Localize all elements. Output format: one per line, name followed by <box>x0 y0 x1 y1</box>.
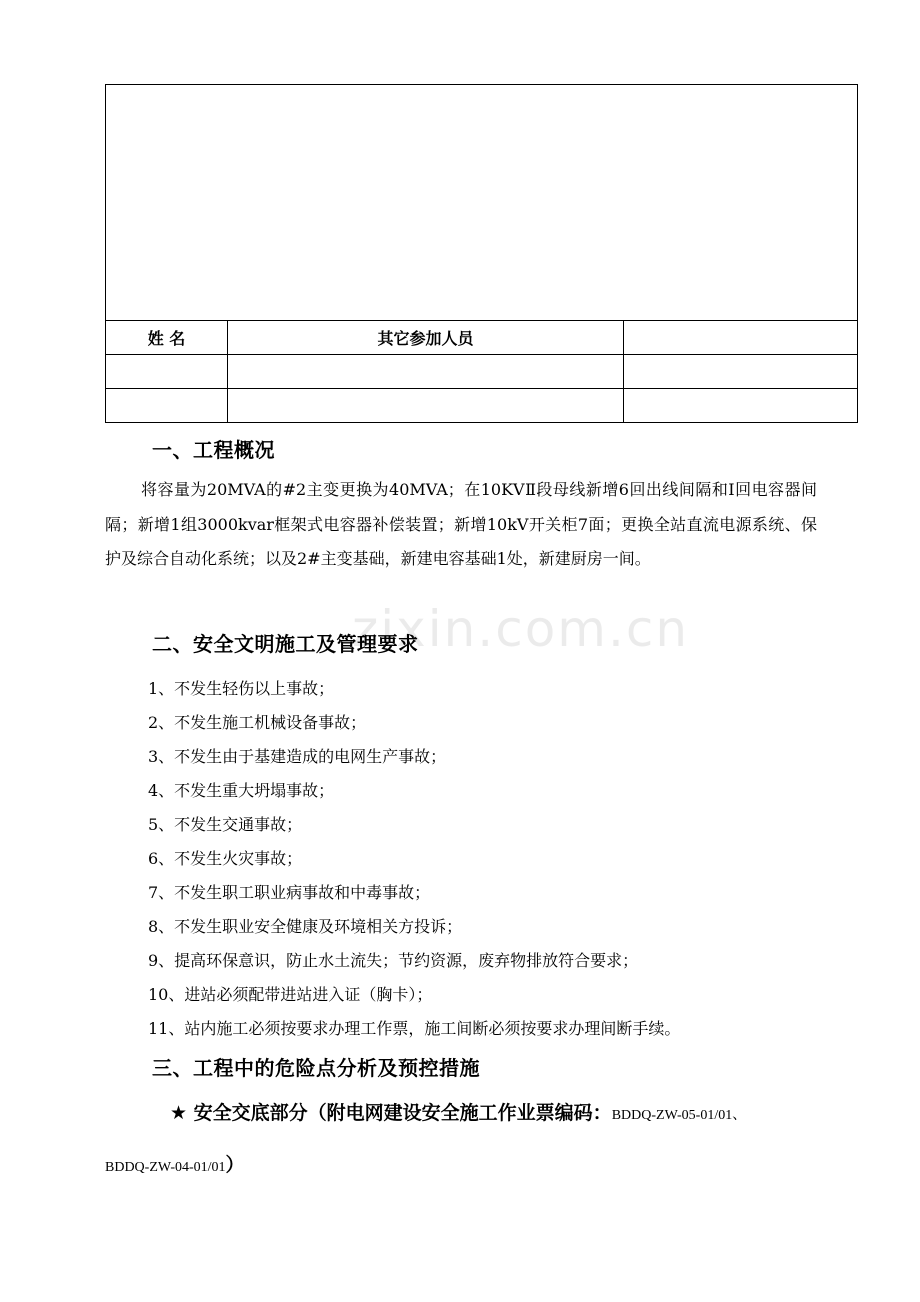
section1-paragraph: 将容量为20MVA的#2主变更换为40MVA；在10KVⅡ段母线新增6回出线间隔和Ⅰ回电容器间隔；新增1组3000kvar框架式电容器补偿装置；新增10kV开关柜7面；更换全站直流电源系统、保护及综合自动化系统；以及2#主变基础，新建电容基础1处，新建厨房一间。 <box>105 480 817 568</box>
list-item: 4、不发生重大坍塌事故； <box>148 781 335 800</box>
ticket-code-line <box>105 1150 245 1177</box>
table-blank-area-row <box>106 85 858 321</box>
table-cell <box>106 355 228 389</box>
watermark: zixin.com.cn <box>352 600 690 658</box>
list-item: 7、不发生职工职业病事故和中毒事故； <box>148 883 431 902</box>
list-item: 2、不发生施工机械设备事故； <box>148 713 367 732</box>
extra-column-header <box>624 321 858 355</box>
table-header-row <box>106 321 858 355</box>
list-item: 11、站内施工必须按要求办理工作票，施工间断必须按要求办理间断手续。 <box>148 1019 681 1038</box>
closing-paren: ） <box>225 1154 245 1176</box>
section1-heading: 一、工程概况 <box>152 438 275 462</box>
table-cell <box>624 355 858 389</box>
table-cell <box>106 389 228 423</box>
other-participants-header: 其它参加人员 <box>228 321 624 355</box>
list-item: 5、不发生交通事故； <box>148 815 303 834</box>
safety-briefing-line <box>170 1098 746 1125</box>
star-icon: ★ <box>170 1102 188 1124</box>
table-cell <box>228 355 624 389</box>
name-column-header: 姓 名 <box>106 321 228 355</box>
list-item: 9、提高环保意识，防止水土流失；节约资源，废弃物排放符合要求； <box>148 951 639 970</box>
table-cell <box>624 389 858 423</box>
section2-heading: 二、安全文明施工及管理要求 <box>152 632 419 656</box>
list-item: 1、不发生轻伤以上事故； <box>148 679 335 698</box>
table-cell <box>228 389 624 423</box>
list-item: 3、不发生由于基建造成的电网生产事故； <box>148 747 447 766</box>
section3-heading: 三、工程中的危险点分析及预控措施 <box>152 1056 480 1080</box>
list-item: 8、不发生职业安全健康及环境相关方投诉； <box>148 917 463 936</box>
ticket-code-2: BDDQ-ZW-04-01/01 <box>105 1160 226 1175</box>
table-row <box>106 389 858 423</box>
participants-table <box>105 84 858 423</box>
safety-briefing-subheading: 安全交底部分（附电网建设安全施工作业票编码： <box>193 1102 612 1124</box>
list-item: 10、进站必须配带进站进入证（胸卡）； <box>148 985 433 1004</box>
table-row <box>106 355 858 389</box>
list-item: 6、不发生火灾事故； <box>148 849 303 868</box>
ticket-code-1: BDDQ-ZW-05-01/01、 <box>611 1108 747 1123</box>
table-blank-cell <box>106 85 858 321</box>
